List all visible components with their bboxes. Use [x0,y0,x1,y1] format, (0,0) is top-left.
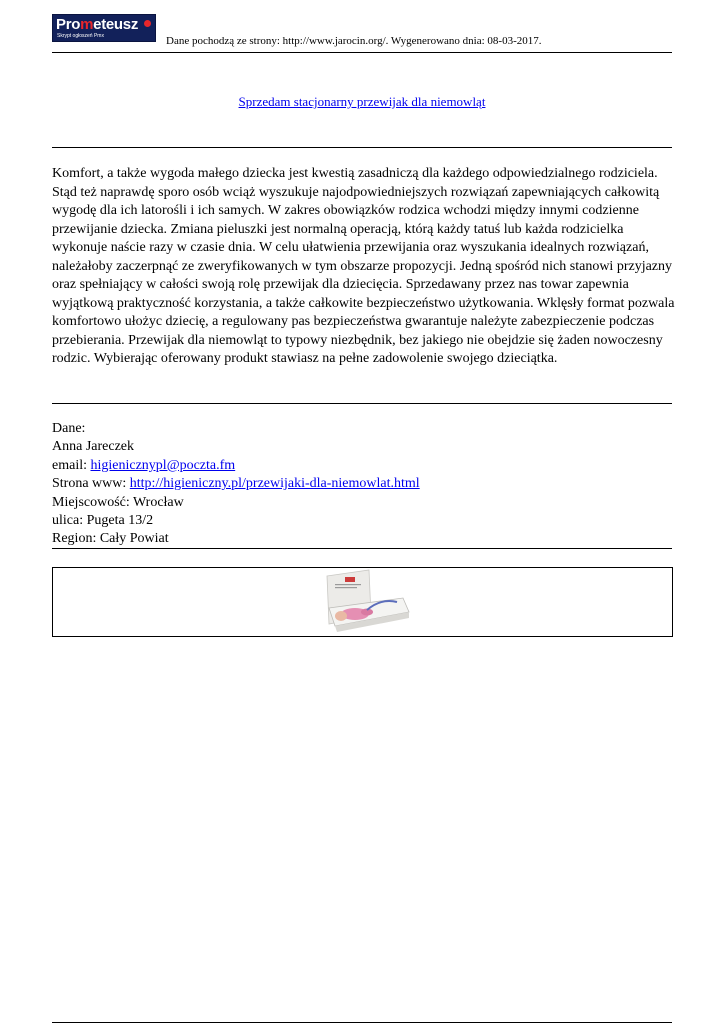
email-link[interactable]: higienicznypl@poczta.fm [90,457,236,473]
contact-divider [52,548,672,549]
contact-email-row [52,457,672,475]
description-divider [52,403,672,404]
listing-title-link[interactable]: Sprzedam stacjonarny przewijak dla niemowląt [238,94,486,109]
email-label: email: [52,457,91,473]
contact-name: Anna Jareczek [52,439,135,455]
contact-heading: Dane: [52,421,86,436]
product-image-frame [52,567,673,637]
contact-street: ulica: Pugeta 13/2 [52,513,154,529]
contact-city: Miejscowość: Wrocław [52,494,184,510]
logo-dot-icon [144,20,151,27]
www-link[interactable]: http://higieniczny.pl/przewijaki-dla-niemowlat.html [129,476,420,492]
header-divider [52,52,672,53]
prometeusz-logo [52,14,156,42]
contact-region: Region: Cały Powiat [52,531,169,547]
footer-divider [52,1022,672,1023]
logo-tagline: Skrypt ogłoszeń Pmx [57,33,104,39]
title-divider [52,147,672,148]
contact-block [52,420,672,549]
source-note: Dane pochodzą ze strony: http://www.jarocin.org/. Wygenerowano dnia: 08-03-2017. [166,35,542,47]
logo-wordmark: Prometeusz [56,16,139,33]
baby-changing-table-photo-icon [311,568,415,636]
listing-title [52,94,672,110]
www-label: Strona www: [52,476,130,492]
listing-description: Komfort, a także wygoda małego dziecka jest kwestią zasadniczą dla każdego odpowiedzialnego rodziciela. Stąd też naprawdę sporo osób wciąż wyszukuje najodpowiedniejszych rozwiązań zapewniających całkowitą wygodę dla ich latorośli i ich samych. W zakres obowiązków rodzica wchodzi między innymi codzienne przewijanie dziecka. Zmiana pieluszki jest normalną operacją, którą każdy tatuś lub każda rodzicielka wykonuje naście razy w czasie dnia. W celu ułatwienia przewijania oraz wyszukania idealnych rozwiązań, należałoby zaczerpnąć ze zweryfikowanych w tym obszarze propozycji. Jedną spośród nich stanowi przyjazny oraz spełniający w całości swoją rolę przewijak dla dziecięcia. Sprzedawany przez nas towar zapewnia wyjątkową praktyczność korzystania, a także całkowite bezpieczeństwo użytkowania. Wklęsły format pozwala komfortowo ułożyc dziecię, a regulowany pas bezpieczeństwa gwarantuje należyte zabezpieczenie podczas przebierania. Przewijak dla niemowląt to typowy niezbędnik, bez jakiego nie obejdzie się żaden nowoczesny rodzic. Wybierając oferowany produkt stawiasz na pełne zadowolenie swojego dzieciątka. [52,166,675,366]
contact-www-row [52,475,672,493]
